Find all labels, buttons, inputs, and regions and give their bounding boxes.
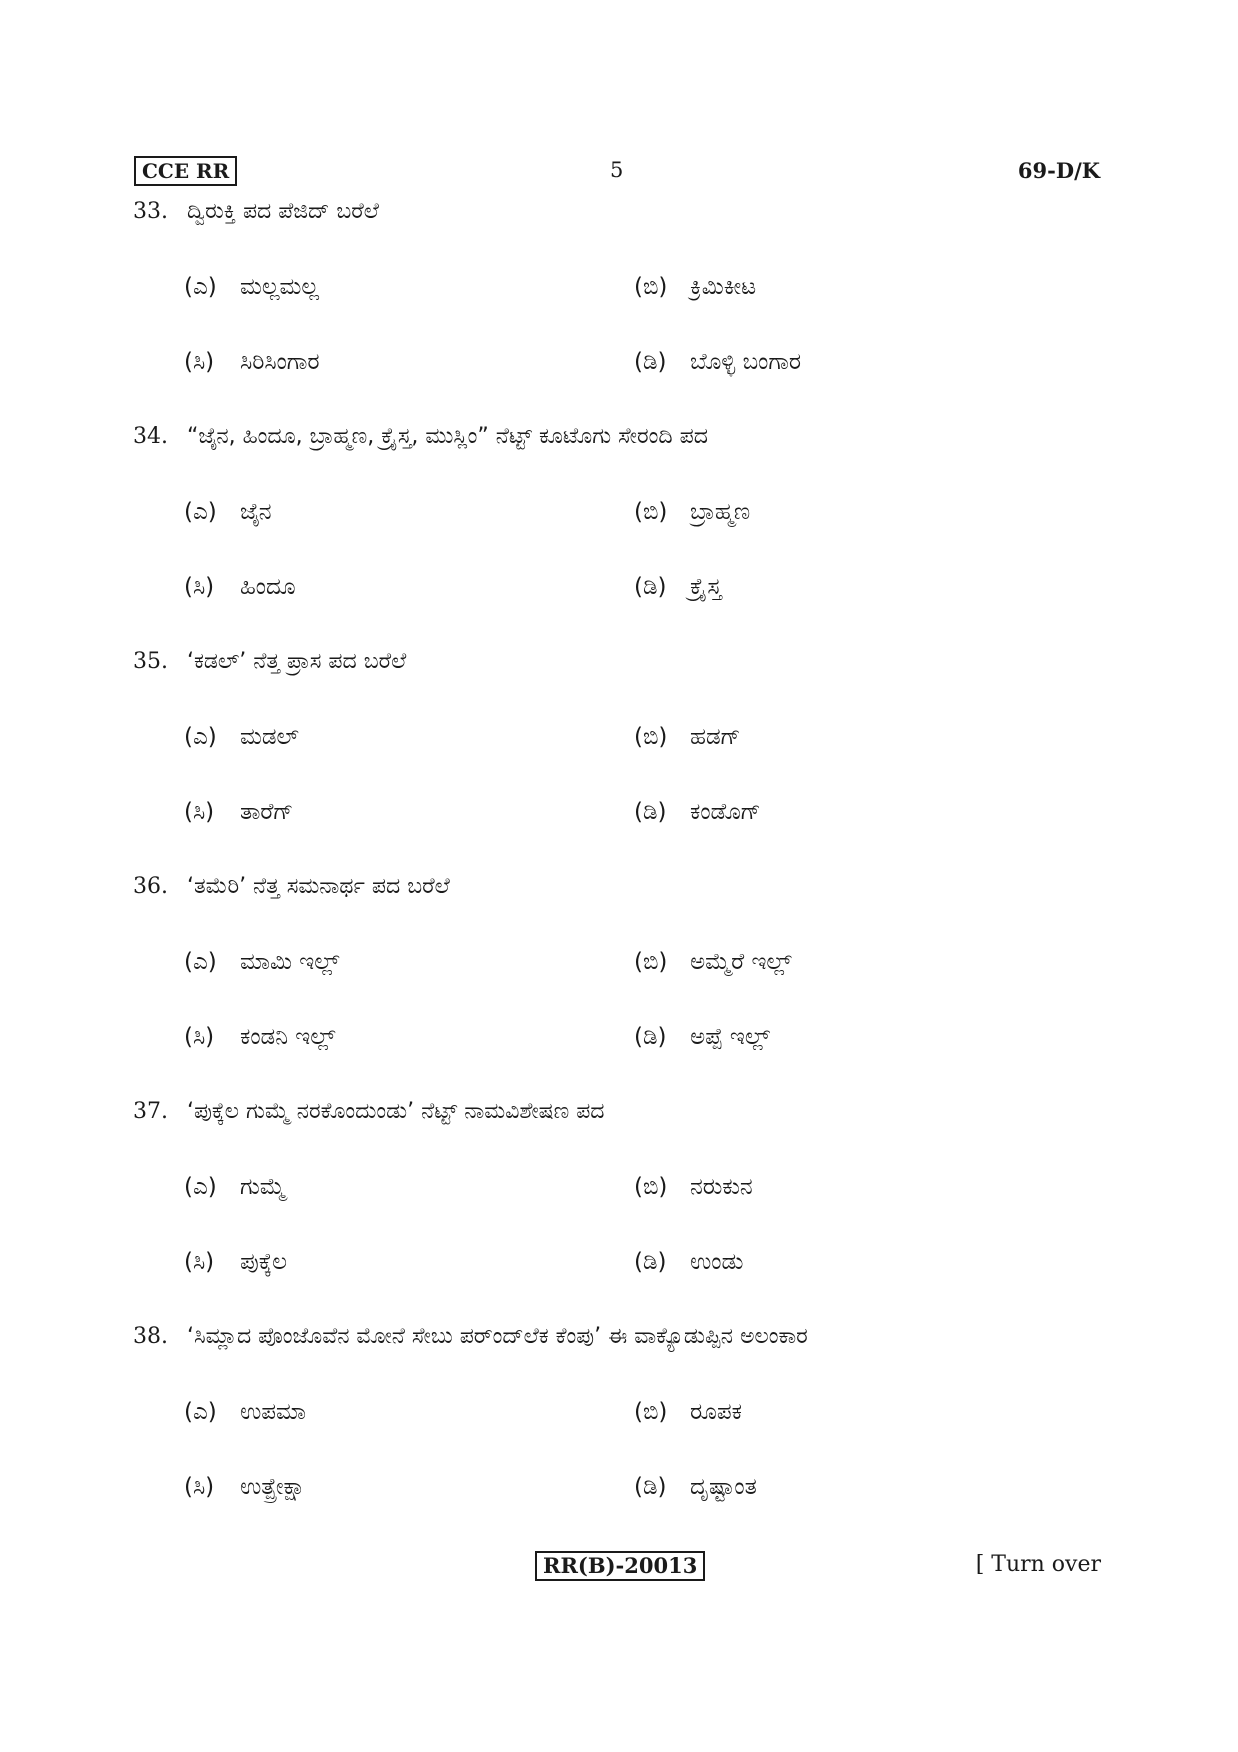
option-c: [184, 1020, 335, 1054]
option-text: ನರುಕುನ: [690, 1174, 753, 1200]
option-a: [184, 270, 319, 304]
question-stem: [133, 871, 1103, 903]
question-38: [133, 1321, 1103, 1353]
option-label: (ಸಿ): [184, 799, 215, 825]
option-text: ಅಪ್ಪೆ ಇಲ್ಲ್: [690, 1024, 770, 1050]
option-text: ಉತ್ಪ್ರೇಕ್ಷಾ: [240, 1474, 306, 1500]
question-text: ‘ಸಿಮ್ಲಾದ ಪೊಂಜೊವೆನ ಮೋನೆ ಸೇಬು ಪರ್ಂದ್‌ಲೆಕ ಕೆಂಪು’ ಈ ವಾಕ್ಯೊಡುಪ್ಪಿನ ಅಲಂಕಾರ: [187, 1324, 808, 1349]
option-text: ತಾರೆಗ್: [240, 799, 294, 825]
turn-over-note: [ Turn over: [975, 1552, 1101, 1577]
option-text: ಸಿರಿಸಿಂಗಾರ: [240, 349, 320, 375]
option-text: ಕಂಡನಿ ಇಲ್ಲ್: [240, 1024, 336, 1050]
option-label: (ಬಿ): [634, 1174, 668, 1200]
option-label: (ಸಿ): [184, 1024, 215, 1050]
question-stem: [133, 1321, 1103, 1353]
option-label: (ಡಿ): [634, 574, 667, 600]
option-label: (ಬಿ): [634, 949, 668, 975]
option-a: [184, 720, 299, 754]
option-label: (ಎ): [184, 1174, 217, 1200]
option-b: [634, 1170, 753, 1204]
option-b: [634, 720, 741, 754]
option-d: [634, 795, 761, 829]
option-text: ಮಲ್ಲಮಲ್ಲ: [240, 274, 320, 300]
question-text: ‘ಕಡಲ್’ ನೆತ್ತ ಪ್ರಾಸ ಪದ ಬರೆಲೆ: [187, 649, 407, 674]
option-c: [184, 1245, 287, 1279]
option-c: [184, 570, 296, 604]
question-stem: [133, 196, 1103, 228]
question-number: 33.: [133, 199, 168, 224]
option-text: ಅಮ್ಮೆರೆ ಇಲ್ಲ್: [690, 949, 792, 975]
option-c: [184, 345, 320, 379]
option-label: (ಎ): [184, 1399, 217, 1425]
question-stem: [133, 421, 1103, 453]
question-number: 36.: [133, 874, 168, 899]
option-d: [634, 1245, 743, 1279]
option-label: (ಎ): [184, 949, 217, 975]
question-text: “ಜೈನ, ಹಿಂದೂ, ಬ್ರಾಹ್ಮಣ, ಕ್ರೈಸ್ತ, ಮುಸ್ಲಿಂ” ನೆಟ್ಟ್ ಕೂಟೊಗು ಸೇರಂದಿ ಪದ: [187, 424, 708, 449]
option-d: [634, 570, 722, 604]
option-text: ಮಾಮಿ ಇಲ್ಲ್: [240, 949, 340, 975]
question-text: ದ್ವಿರುಕ್ತಿ ಪದ ಪೆಜಿದ್ ಬರೆಲೆ: [187, 199, 379, 224]
page-header: [134, 156, 1100, 188]
option-b: [634, 1395, 742, 1429]
option-label: (ಸಿ): [184, 1249, 215, 1275]
option-text: ದೃಷ್ಟಾಂತ: [690, 1474, 757, 1500]
option-label: (ಬಿ): [634, 1399, 668, 1425]
option-d: [634, 345, 801, 379]
option-a: [184, 1170, 286, 1204]
option-text: ಮಡಲ್: [240, 724, 299, 750]
header-right-code: 69-D/K: [1017, 158, 1100, 183]
header-left-code: CCE RR: [134, 156, 237, 186]
question-34: [133, 421, 1103, 453]
option-text: ಕ್ರೈಸ್ತ: [690, 574, 722, 600]
question-number: 37.: [133, 1099, 168, 1124]
option-b: [634, 270, 756, 304]
question-number: 35.: [133, 649, 168, 674]
option-d: [634, 1020, 770, 1054]
option-label: (ಡಿ): [634, 1024, 667, 1050]
question-35: [133, 646, 1103, 678]
option-c: [184, 1470, 306, 1504]
option-label: (ಡಿ): [634, 1249, 667, 1275]
option-label: (ಡಿ): [634, 1474, 667, 1500]
option-label: (ಬಿ): [634, 274, 668, 300]
option-text: ಬೊಳ್ಳಿ ಬಂಗಾರ: [690, 349, 802, 375]
question-text: ‘ಪುಕ್ಕೆಲ ಗುಮ್ಮೆ ನರಕೊಂದುಂಡು’ ನೆಟ್ಟ್ ನಾಮವಿಶೇಷಣ ಪದ: [187, 1099, 605, 1124]
option-text: ಹಿಂದೂ: [240, 574, 296, 600]
option-b: [634, 495, 750, 529]
question-stem: [133, 646, 1103, 678]
option-text: ಪುಕ್ಕೆಲ: [240, 1249, 288, 1275]
option-label: (ಎ): [184, 724, 217, 750]
option-text: ಗುಮ್ಮೆ: [240, 1174, 286, 1200]
option-d: [634, 1470, 757, 1504]
option-text: ಜೈನ: [240, 499, 272, 525]
option-a: [184, 1395, 306, 1429]
question-number: 34.: [133, 424, 168, 449]
question-number: 38.: [133, 1324, 168, 1349]
option-label: (ಎ): [184, 274, 217, 300]
footer-code: [535, 1551, 705, 1581]
option-text: ಹಡಗ್: [690, 724, 741, 750]
option-c: [184, 795, 293, 829]
question-text: ‘ತಮೆರಿ’ ನೆತ್ತ ಸಮನಾರ್ಥ ಪದ ಬರೆಲೆ: [187, 874, 450, 899]
option-a: [184, 495, 272, 529]
option-label: (ಬಿ): [634, 499, 668, 525]
page-number: 5: [610, 158, 624, 182]
question-36: [133, 871, 1103, 903]
option-label: (ಸಿ): [184, 1474, 215, 1500]
question-stem: [133, 1096, 1103, 1128]
option-label: (ಸಿ): [184, 574, 215, 600]
option-text: ಕ್ರಿಮಿಕೀಟ: [690, 274, 757, 300]
option-b: [634, 945, 792, 979]
option-label: (ಡಿ): [634, 799, 667, 825]
option-text: ಉಪಮಾ: [240, 1399, 307, 1425]
option-label: (ಸಿ): [184, 349, 215, 375]
question-33: [133, 196, 1103, 228]
option-text: ರೂಪಕ: [690, 1399, 742, 1425]
option-label: (ಡಿ): [634, 349, 667, 375]
footer-code-text: RR(B)-20013: [535, 1551, 705, 1581]
option-text: ಬ್ರಾಹ್ಮಣ: [690, 499, 751, 525]
question-37: [133, 1096, 1103, 1128]
option-a: [184, 945, 339, 979]
option-text: ಉಂಡು: [690, 1249, 744, 1275]
option-text: ಕಂಡೊಗ್: [690, 799, 761, 825]
option-label: (ಬಿ): [634, 724, 668, 750]
option-label: (ಎ): [184, 499, 217, 525]
